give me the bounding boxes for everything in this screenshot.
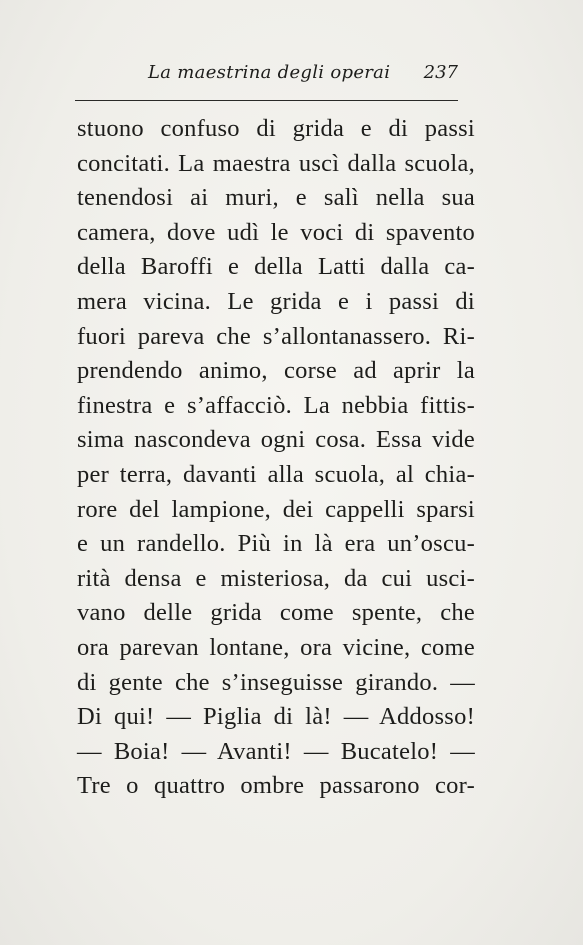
text-line: Tre o quattro ombre passarono cor- xyxy=(77,772,475,800)
running-title: La maestrina degli operai xyxy=(148,62,391,83)
text-line: fuori pareva che s’allontanassero. Ri- xyxy=(77,322,475,350)
body-text xyxy=(77,112,475,804)
text-line: per terra, davanti alla scuola, al chia- xyxy=(77,460,475,488)
text-line: rore del lampione, dei cappelli sparsi xyxy=(77,495,475,523)
text-line: Di qui! — Piglia di là! — Addosso! xyxy=(77,703,475,731)
text-line: stuono confuso di grida e di passi xyxy=(77,115,475,142)
header-rule xyxy=(75,100,458,101)
text-line: di gente che s’inseguisse girando. — xyxy=(77,668,475,696)
text-line: vano delle grida come spente, che xyxy=(77,599,475,627)
text-line: prendendo animo, corse ad aprir la xyxy=(77,357,475,385)
text-line: finestra e s’affacciò. La nebbia fittis- xyxy=(77,391,475,419)
text-line: della Baroffi e della Latti dalla ca- xyxy=(77,253,475,281)
text-line: ora parevan lontane, ora vicine, come xyxy=(77,633,475,661)
text-line: tenendosi ai muri, e salì nella sua xyxy=(77,184,475,212)
text-line: — Boia! — Avanti! — Bucatelo! — xyxy=(77,737,475,765)
page-number: 237 xyxy=(423,62,458,83)
text-line: e un randello. Più in là era un’oscu- xyxy=(77,530,475,558)
text-line: camera, dove udì le voci di spavento xyxy=(77,218,475,246)
page-header xyxy=(75,58,460,88)
text-line: concitati. La maestra uscì dalla scuola, xyxy=(77,149,475,177)
text-line: mera vicina. Le grida e i passi di xyxy=(77,287,475,315)
text-line: rità densa e misteriosa, da cui usci- xyxy=(77,564,475,592)
text-line: sima nascondeva ogni cosa. Essa vide xyxy=(77,426,475,454)
